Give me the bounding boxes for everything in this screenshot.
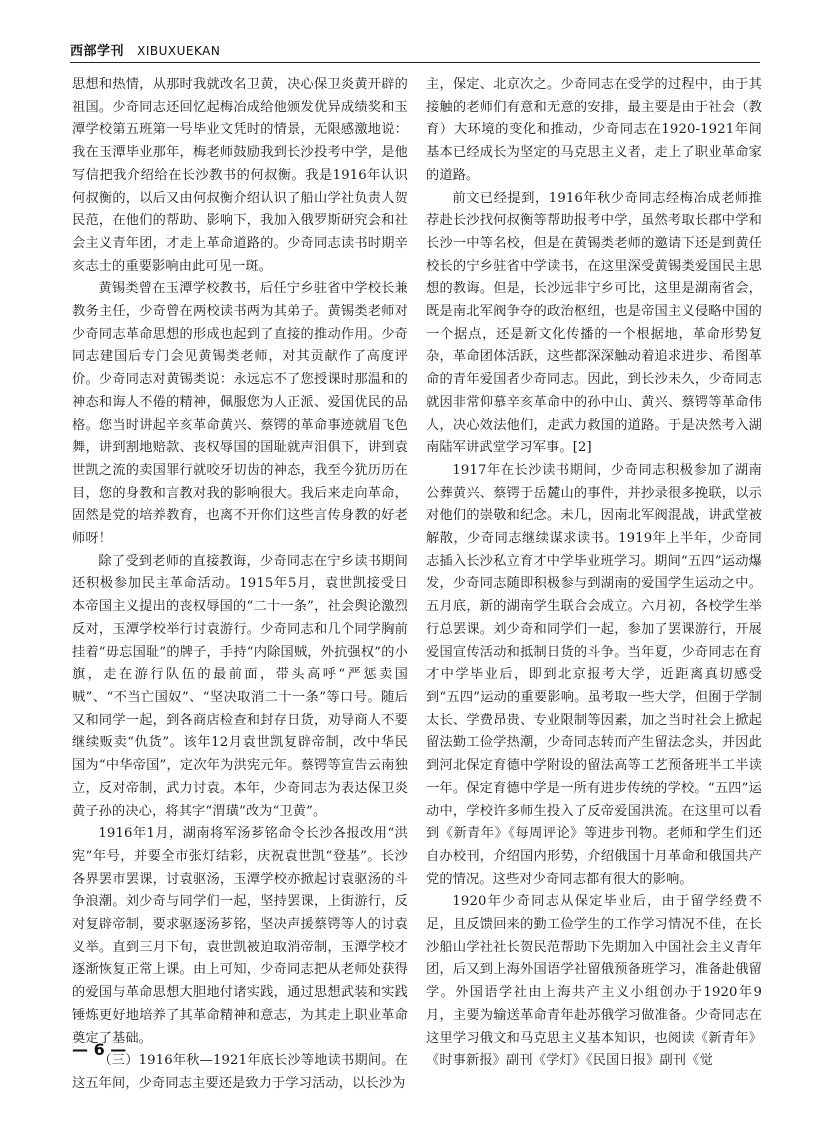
- running-header: [70, 40, 760, 60]
- left-column: [72, 74, 408, 1091]
- paragraph: 思想和热情，从那时我就改名卫黄，决心保卫炎黄开辟的祖国。少奇同志还回忆起梅冶成给他颁发优异成绩奖和玉潭学校第五班第一号毕业文凭时的情景，无限感激地说：我在玉潭毕业那年，梅老师鼓励我到长沙投考中学，是他写信把我介绍给在长沙教书的何叔衡。我是1916年认识何叔衡的，以后又由何叔衡介绍认识了船山学社负责人贺民范，在他们的帮助、影响下，我加入俄罗斯研究会和社会主义青年团，才走上革命道路的。少奇同志读书时期辛亥志士的重要影响由此可见一斑。: [72, 77, 408, 274]
- paragraph: 主，保定、北京次之。少奇同志在受学的过程中，由于其接触的老师们有意和无意的安排，最主要是由于社会（教育）大环境的变化和推动，少奇同志在1920-1921年间基本已经成长为坚定的马克思主义者，走上了职业革命家的道路。: [426, 77, 762, 183]
- paragraph: 黄锡类曾在玉潭学校教书，后任宁乡驻省中学校长兼教务主任，少奇曾在两校读书两为其弟子。黄锡类老师对少奇同志革命思想的形成也起到了直接的推动作用。少奇同志建国后专门会见黄锡类老师，对其贡献作了高度评价。少奇同志对黄锡类说：永远忘不了您授课时那温和的神态和诲人不倦的精神，佩服您为人正派、爱国优民的品格。您当时讲起辛亥革命黄兴、蔡锷的革命事迹就眉飞色舞，讲到割地赔款、丧权辱国的国耻就声泪俱下，讲到袁世凯之流的卖国罪行就咬牙切齿的神态，我至今犹历历在目，您的身教和言教对我的影响很大。我后来走向革命，固然是党的培养教育，也离不开你们这些言传身教的好老师呀！: [72, 281, 408, 547]
- right-column: [426, 74, 762, 1069]
- journal-romanized-name: XIBUXUEKAN: [137, 44, 221, 58]
- paragraph: 1917年在长沙读书期间，少奇同志积极参加了湖南公葬黄兴、蔡锷于岳麓山的事件，并抄录很多挽联，以示对他们的崇敬和纪念。未几，因南北军阀混战，讲武堂被解散，少奇同志继续谋求读书。1919年上半年，少奇同志插入长沙私立育才中学毕业班学习。期间“五四”运动爆发，少奇同志随即积极参与到湖南的爱国学生运动之中。五月底，新的湖南学生联合会成立。六月初，各校学生举行总罢课。刘少奇和同学们一起，参加了罢课游行，开展爱国宣传活动和抵制日货的斗争。当年夏，少奇同志在育才中学毕业后，即到北京报考大学，近距离真切感受到“五四”运动的重要影响。虽考取一些大学，但囿于学制太长、学费昂贵、专业限制等因素，加之当时社会上掀起留法勤工俭学热潮，少奇同志转而产生留法念头，并因此到河北保定育德中学附设的留法高等工艺预备班半工半读一年。保定育德中学是一所有进步传统的学校。“五四”运动中，学校许多师生投入了反帝爱国洪流。在这里可以看到《新青年》《每周评论》等进步刊物。老师和学生们还自办校刊，介绍国内形势，介绍俄国十月革命和俄国共产党的情况。这些对少奇同志都有很大的影响。: [426, 462, 762, 887]
- journal-name: 西部学刊: [70, 44, 125, 59]
- paragraph: （三）1916年秋—1921年底长沙等地读书期间。在这五年间，少奇同志主要还是致力于学习活动，以长沙为: [72, 1053, 408, 1091]
- paragraph: 1916年1月，湖南将军汤芗铭命令长沙各报改用“洪宪”年号，并要全市张灯结彩，庆祝袁世凯“登基”。长沙各界罢市罢课，讨袁驱汤，玉潭学校亦掀起讨袁驱汤的斗争浪潮。刘少奇与同学们一起，坚持罢课，上街游行，反对复辟帝制，要求驱逐汤芗铭，坚决声援蔡锷等人的讨袁义举。直到三月下旬，袁世凯被迫取消帝制，玉潭学校才逐渐恢复正常上课。由上可知，少奇同志把从老师处获得的爱国与革命思想大胆地付诸实践，通过思想武装和实践锤炼更好地培养了其革命精神和意志，为其走上职业革命奠定了基础。: [72, 826, 408, 1046]
- header-rule: [70, 62, 760, 63]
- paragraph: 前文已经提到，1916年秋少奇同志经梅冶成老师推荐赴长沙找何叔衡等帮助报考中学，虽然考取长郡中学和长沙一中等名校，但是在黄锡类老师的邀请下还是到黄任校长的宁乡驻省中学读书，在这里深受黄锡类爱国民主思想的教诲。但是，长沙远非宁乡可比，这里是湖南省会，既是南北军阀争夺的政治枢纽，也是帝国主义侵略中国的一个据点，还是新文化传播的一个根据地，革命形势复杂，革命团体活跃，这些都深深触动着追求进步、希图革命的青年爱国者少奇同志。因此，到长沙未久，少奇同志就因非常仰慕辛亥革命中的孙中山、黄兴、蔡锷等革命伟人，决心效法他们，走武力救国的道路。于是决然考入湖南陆军讲武堂学习军事。[2]: [426, 190, 762, 456]
- page-number: — 6 —: [72, 1040, 127, 1059]
- paragraph: 1920年少奇同志从保定毕业后，由于留学经费不足，且反馈回来的勤工俭学生的工作学习情况不佳，在长沙船山学社社长贺民范帮助下先期加入中国社会主义青年团，后又到上海外国语学社留俄预备班学习，准备赴俄留学。外国语学社由上海共产主义小组创办于1920年9月，主要为输送革命青年赴苏俄学习做准备。少奇同志在这里学习俄文和马克思主义基本知识，也阅读《新青年》《时事新报》副刊《学灯》《民国日报》副刊《觉: [426, 894, 762, 1069]
- page-footer: [72, 1040, 126, 1059]
- paragraph: 除了受到老师的直接教诲，少奇同志在宁乡读书期间还积极参加民主革命活动。1915年5月，袁世凯接受日本帝国主义提出的丧权辱国的“二十一条”，社会舆论激烈反对，玉潭学校举行讨袁游行。少奇同志和几个同学胸前挂着“毋忘国耻”的牌子，手持“内除国贼，外抗强权”的小旗，走在游行队伍的最前面，带头高呼“严惩卖国贼”、“不当亡国奴”、“坚决取消二十一条”等口号。随后又和同学一起，到各商店检查和封存日货，劝导商人不要继续贩卖“仇货”。该年12月袁世凯复辟帝制，改中华民国为“中华帝国”，定次年为洪宪元年。蔡锷等宣告云南独立，反对帝制，武力讨袁。本年，少奇同志为表达保卫炎黄子孙的决心，将其字“渭璜”改为“卫黄”。: [72, 553, 408, 819]
